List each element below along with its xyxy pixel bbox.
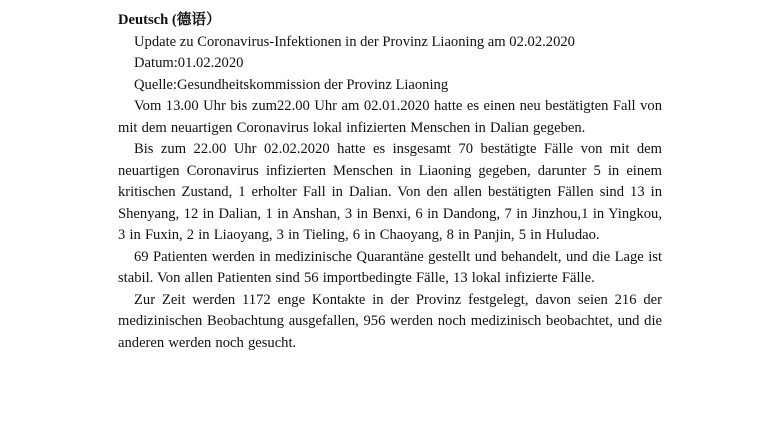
document-title: Update zu Coronavirus-Infektionen in der Provinz Liaoning am 02.02.2020 (134, 33, 575, 50)
language-heading: Deutsch (德语） (118, 12, 221, 28)
document-source: Quelle:Gesundheitskommission der Provinz Liaoning (134, 76, 449, 93)
document-body (118, 10, 662, 354)
paragraph-contacts: Zur Zeit werden 1172 enge Kontakte in der Provinz festgelegt, davon seien 216 der medizinischen Beobachtung ausgefallen, 956 werden noch medizinisch beobachtet, und die anderen werden noch gesucht. (118, 291, 662, 351)
paragraph-patients: 69 Patienten werden in medizinische Quarantäne gestellt und behandelt, und die Lage ist stabil. Von allen Patienten sind 56 importbedingte Fälle, 13 lokal infizierte Fälle. (118, 248, 662, 286)
paragraph-new-case: Vom 13.00 Uhr bis zum22.00 Uhr am 02.01.2020 hatte es einen neu bestätigten Fall von mit dem neuartigen Coronavirus lokal infizierten Menschen in Dalian gegeben. (118, 98, 662, 136)
paragraph-case-totals: Bis zum 22.00 Uhr 02.02.2020 hatte es insgesamt 70 bestätigte Fälle von mit dem neuartigen Coronavirus infizierten Menschen in Liaoning gegeben, darunter 5 in einem kritischen Zustand, 1 erholter Fall in Dalian. Von den allen bestätigten Fällen sind 13 in Shenyang, 12 in Dalian, 1 in Anshan, 3 in Benxi, 6 in Dandong, 7 in Jinzhou,1 in Yingkou, 3 in Fuxin, 2 in Liaoyang, 3 in Tieling, 6 in Chaoyang, 8 in Panjin, 5 in Huludao. (118, 141, 662, 243)
document-date: Datum:01.02.2020 (134, 55, 244, 71)
